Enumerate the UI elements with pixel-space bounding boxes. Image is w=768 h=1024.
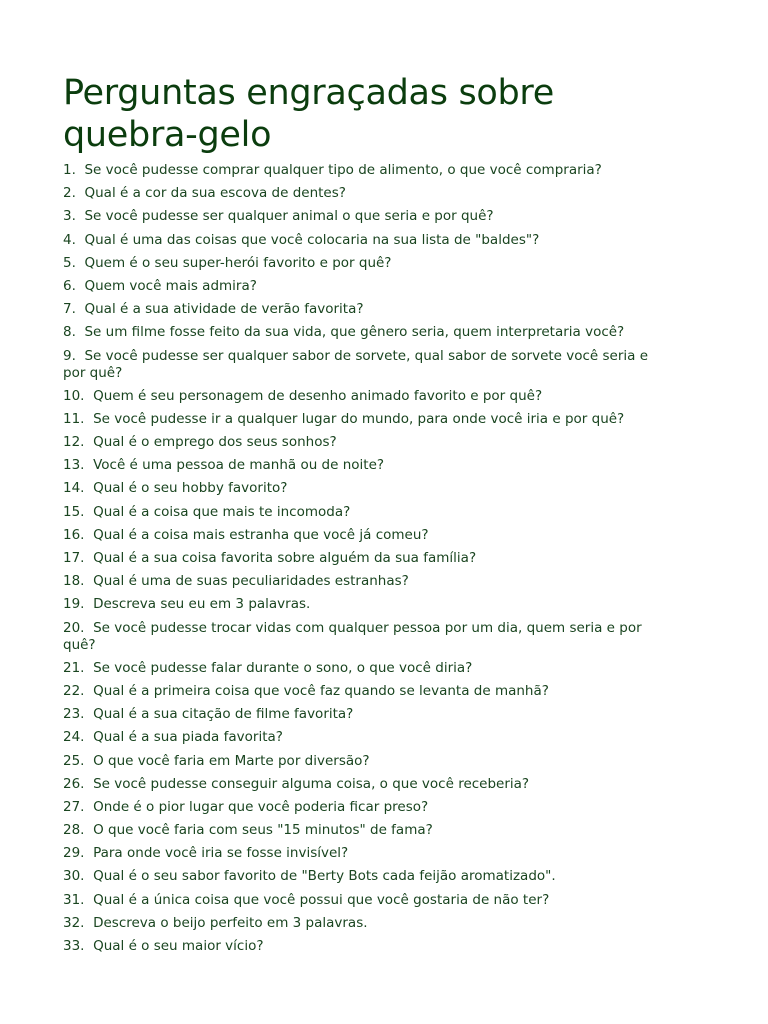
list-item	[63, 868, 663, 885]
list-item	[63, 208, 663, 225]
list-item	[63, 550, 663, 567]
list-item	[63, 938, 663, 955]
question-number: 33.	[63, 938, 85, 954]
question-text: Se você pudesse ser qualquer sabor de sorvete, qual sabor de sorvete você seria e por quê?	[63, 347, 649, 381]
list-item	[63, 845, 663, 862]
question-number: 4.	[63, 231, 76, 248]
list-item	[63, 620, 663, 654]
list-item	[63, 278, 663, 295]
list-item	[63, 255, 663, 272]
list-item	[63, 348, 663, 382]
question-number: 25.	[63, 752, 85, 769]
question-text: Qual é a primeira coisa que você faz quando se levanta de manhã?	[93, 682, 549, 699]
question-number: 15.	[63, 503, 85, 520]
question-number: 30.	[63, 868, 85, 885]
list-item	[63, 434, 663, 451]
list-item	[63, 799, 663, 816]
question-text: O que você faria em Marte por diversão?	[93, 752, 370, 769]
question-text: Qual é o seu maior vício?	[93, 938, 264, 954]
question-number: 29.	[63, 845, 85, 862]
list-item	[63, 892, 663, 909]
question-number: 9.	[63, 347, 76, 364]
question-text: Quem é seu personagem de desenho animado favorito e por quê?	[93, 387, 543, 404]
question-number: 23.	[63, 706, 85, 723]
question-number: 32.	[63, 914, 85, 931]
question-number: 13.	[63, 457, 85, 474]
question-text: Qual é uma de suas peculiaridades estranhas?	[93, 573, 409, 590]
question-text: Quem é o seu super-herói favorito e por quê?	[84, 254, 392, 271]
list-item	[63, 232, 663, 249]
question-number: 8.	[63, 324, 76, 341]
question-text: Se você pudesse falar durante o sono, o que você diria?	[93, 659, 473, 676]
list-item	[63, 596, 663, 613]
question-text: Qual é a única coisa que você possui que você gostaria de não ter?	[93, 891, 550, 908]
question-number: 11.	[63, 410, 85, 427]
document-title: Perguntas engraçadas sobre quebra-gelo	[63, 73, 554, 155]
question-number: 14.	[63, 480, 85, 497]
list-item	[63, 915, 663, 932]
question-number: 6.	[63, 277, 76, 294]
question-text: Qual é a sua citação de filme favorita?	[93, 706, 354, 723]
question-text: Qual é a coisa mais estranha que você já comeu?	[93, 526, 429, 543]
question-text: Se você pudesse trocar vidas com qualquer pessoa por um dia, quem seria e por quê?	[63, 619, 642, 653]
question-text: Você é uma pessoa de manhã ou de noite?	[93, 457, 385, 474]
question-text: Onde é o pior lugar que você poderia ficar preso?	[93, 798, 429, 815]
question-text: Se um filme fosse feito da sua vida, que gênero seria, quem interpretaria você?	[84, 324, 625, 341]
question-text: Qual é a coisa que mais te incomoda?	[93, 503, 351, 520]
document-page	[63, 72, 663, 961]
question-number: 3.	[63, 208, 76, 225]
question-text: Se você pudesse ir a qualquer lugar do mundo, para onde você iria e por quê?	[93, 410, 625, 427]
question-number: 19.	[63, 596, 85, 613]
question-text: Qual é o seu hobby favorito?	[93, 480, 288, 497]
question-text: Qual é o seu sabor favorito de "Berty Bots cada feijão aromatizado".	[93, 868, 556, 885]
question-number: 17.	[63, 550, 85, 566]
question-text: Se você pudesse conseguir alguma coisa, o que você receberia?	[93, 775, 530, 792]
list-item	[63, 457, 663, 474]
question-text: Quem você mais admira?	[84, 277, 257, 294]
question-number: 2.	[63, 185, 76, 202]
question-number: 1.	[63, 162, 76, 178]
question-text: Qual é a sua piada favorita?	[93, 729, 283, 746]
list-item	[63, 753, 663, 770]
list-item	[63, 388, 663, 405]
question-number: 22.	[63, 682, 85, 699]
question-text: Se você pudesse comprar qualquer tipo de alimento, o que você compraria?	[84, 162, 602, 178]
question-text: Para onde você iria se fosse invisível?	[93, 845, 349, 862]
list-item	[63, 162, 663, 179]
question-text: Qual é o emprego dos seus sonhos?	[93, 434, 337, 451]
question-number: 10.	[63, 387, 85, 404]
question-text: Descreva seu eu em 3 palavras.	[93, 596, 311, 613]
question-number: 20.	[63, 619, 85, 636]
list-item	[63, 776, 663, 793]
list-item	[63, 301, 663, 318]
question-number: 12.	[63, 434, 85, 451]
question-number: 18.	[63, 573, 85, 590]
question-number: 24.	[63, 729, 85, 746]
list-item	[63, 324, 663, 341]
list-item	[63, 411, 663, 428]
list-item	[63, 504, 663, 521]
question-number: 7.	[63, 301, 76, 318]
list-item	[63, 573, 663, 590]
list-item	[63, 660, 663, 677]
question-text: Qual é a cor da sua escova de dentes?	[84, 185, 346, 202]
question-text: O que você faria com seus "15 minutos" de fama?	[93, 822, 433, 839]
question-text: Qual é a sua coisa favorita sobre alguém da sua família?	[93, 550, 477, 566]
question-text: Qual é a sua atividade de verão favorita?	[84, 301, 364, 318]
list-item	[63, 729, 663, 746]
question-number: 5.	[63, 254, 76, 271]
list-item	[63, 706, 663, 723]
question-text: Qual é uma das coisas que você colocaria na sua lista de "baldes"?	[84, 231, 540, 248]
question-text: Descreva o beijo perfeito em 3 palavras.	[93, 914, 368, 931]
question-number: 28.	[63, 822, 85, 839]
list-item	[63, 683, 663, 700]
list-item	[63, 480, 663, 497]
question-list	[63, 162, 663, 955]
question-number: 16.	[63, 526, 85, 543]
list-item	[63, 822, 663, 839]
question-number: 27.	[63, 798, 85, 815]
question-text: Se você pudesse ser qualquer animal o que seria e por quê?	[84, 208, 494, 225]
question-number: 26.	[63, 775, 85, 792]
question-number: 31.	[63, 891, 85, 908]
list-item	[63, 185, 663, 202]
list-item	[63, 527, 663, 544]
question-number: 21.	[63, 659, 85, 676]
